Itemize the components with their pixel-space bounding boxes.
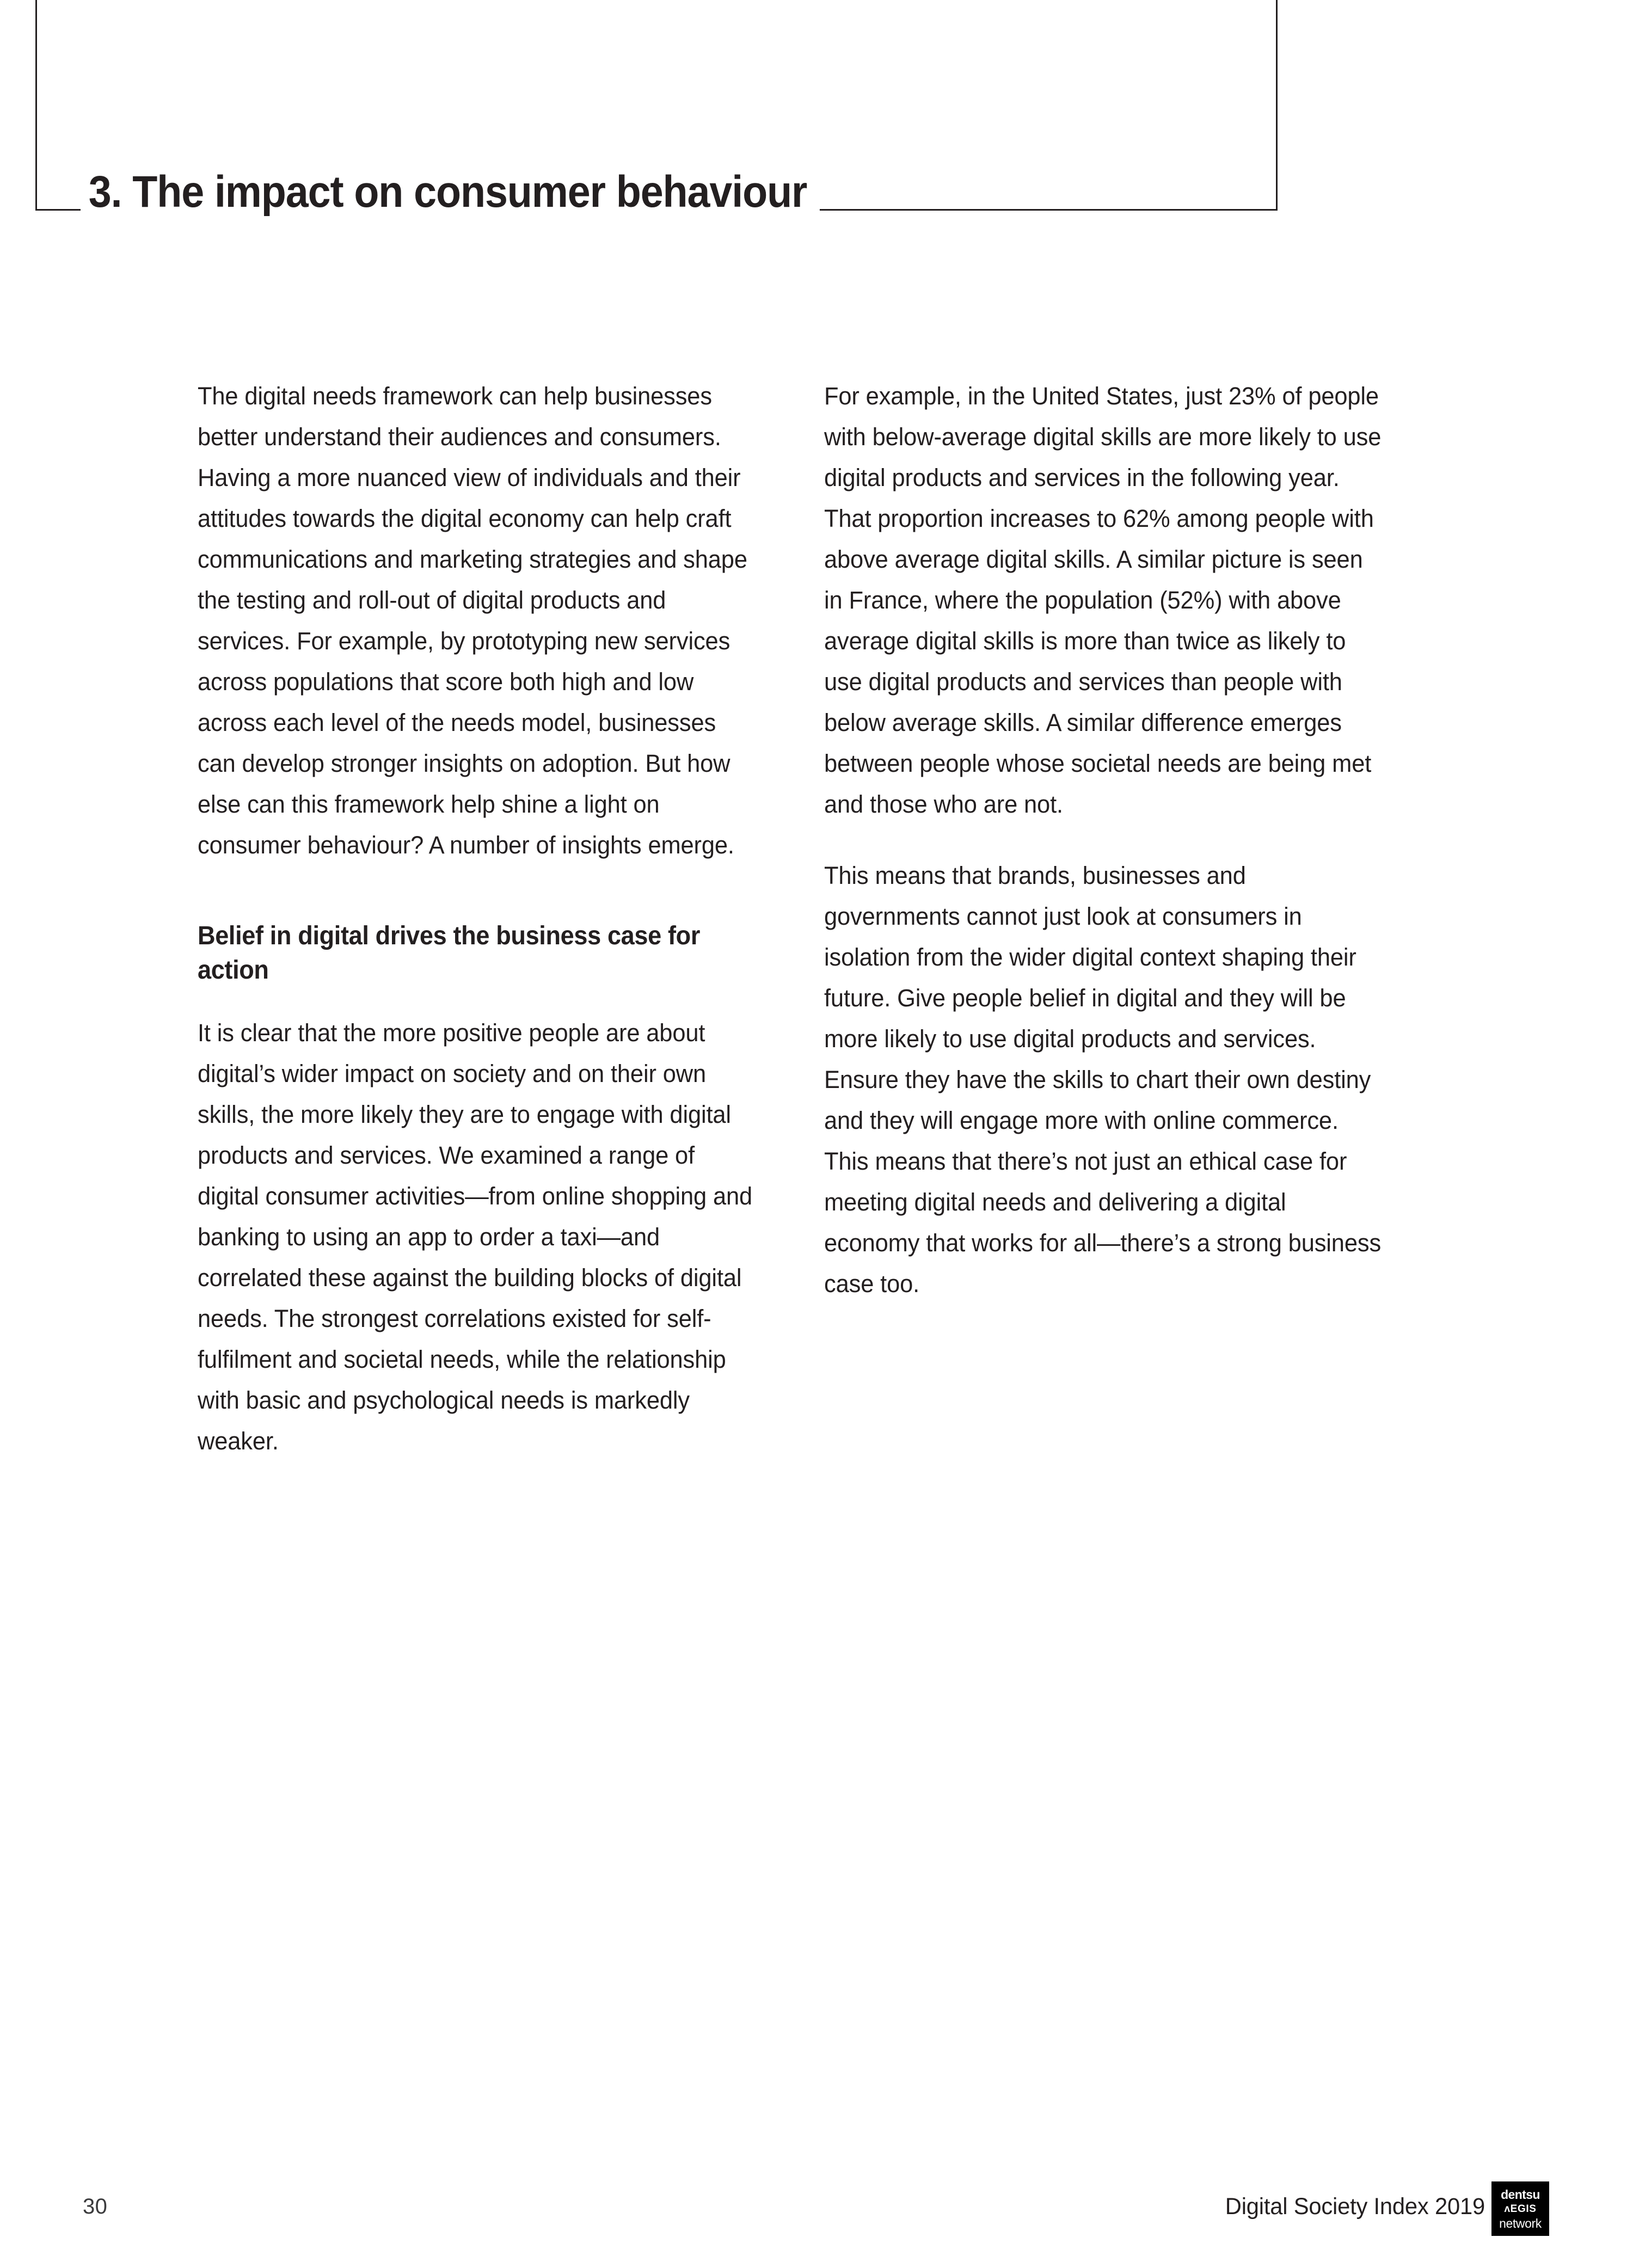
logo-network-text: network [1499, 2216, 1542, 2230]
right-paragraph-2: This means that brands, businesses and governments cannot just look at consumers in isolation from the wider digital context shaping their future. Give people belief in digital and they will be more likely to use digital products and services. Ensure they have the skills to chart their own destiny and they will engage more with online commerce. This means that there’s not just an ethical case for meeting digital needs and delivering a digital economy that works for all—there’s a strong business case too. [824, 862, 1382, 1298]
report-title: Digital Society Index 2019 [1225, 2193, 1485, 2220]
body-columns [198, 376, 1413, 1461]
logo-dentsu-text: dentsu [1501, 2187, 1540, 2202]
right-column [824, 376, 1413, 1461]
left-subheading: Belief in digital drives the business case for action [198, 921, 701, 985]
dentsu-aegis-network-logo [1491, 2181, 1549, 2236]
right-paragraph-1: For example, in the United States, just 23% of people with below-average digital skills are more likely to use digital products and services in the following year. That proportion increases to 62% among people with above average digital skills. A similar picture is seen in France, where the population (52%) with above average digital skills is more than twice as likely to use digital products and services than people with below average skills. A similar difference emerges between people whose societal needs are being met and those who are not. [824, 382, 1382, 818]
left-paragraph-2: It is clear that the more positive people are about digital’s wider impact on society and on their own skills, the more likely they are to engage with digital products and services. We examined a range of digital consumer activities—from online shopping and banking to using an app to order a taxi—and correlated these against the building blocks of digital needs. The strongest correlations existed for self-fulfilment and societal needs, while the relationship with basic and psychological needs is markedly weaker. [198, 1019, 753, 1455]
page-number: 30 [83, 2195, 108, 2218]
heading-spacer [198, 896, 781, 919]
left-column [198, 376, 781, 1461]
logo-aegis-text: ʌEGIS [1504, 2203, 1537, 2215]
page-footer [0, 2188, 1633, 2253]
page-title: 3. The impact on consumer behaviour [81, 167, 820, 222]
left-paragraph-1: The digital needs framework can help businesses better understand their audiences and consumers. Having a more nuanced view of individuals and their attitudes towards the digital economy can help craft communications and marketing strategies and shape the testing and roll-out of digital products and services. For example, by prototyping new services across populations that score both high and low across each level of the needs model, businesses can develop stronger insights on adoption. But how else can this framework help shine a light on consumer behaviour? A number of insights emerge. [198, 382, 747, 859]
